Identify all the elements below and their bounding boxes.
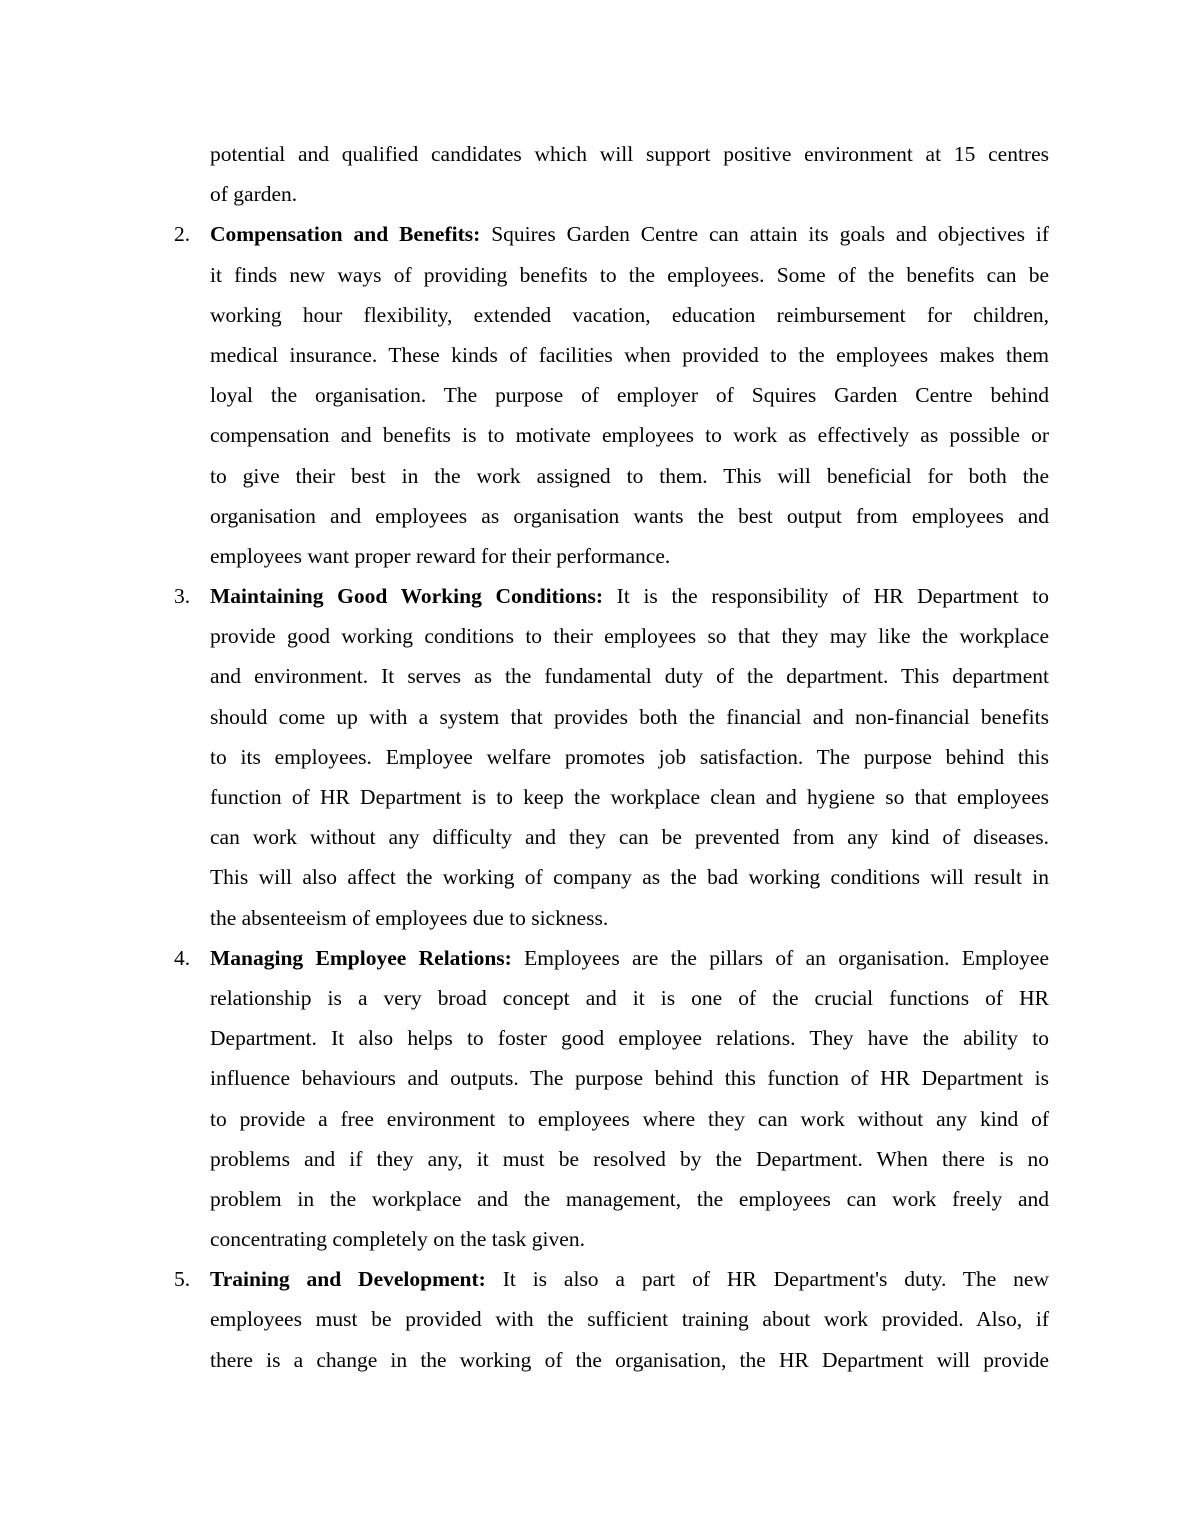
item-text: It is the responsibility of HR Department to — [616, 584, 1050, 609]
item-text: Squires Garden Centre can attain its goals and objectives if — [491, 222, 1050, 247]
text-line: to give their best in the work assigned to them. This will beneficial for both the — [210, 463, 1049, 488]
text-line: concentrating completely on the task given. — [210, 1227, 585, 1252]
text-line: can work without any difficulty and they can be prevented from any kind of diseases. — [210, 825, 1049, 850]
text-line: influence behaviours and outputs. The purpose behind this function of HR Department is — [210, 1066, 1049, 1091]
text-line: potential and qualified candidates which will support positive environment at 15 centres — [210, 142, 1049, 166]
item-heading: Training and Development: — [210, 1267, 486, 1292]
text-line: compensation and benefits is to motivate employees to work as effectively as possible or — [210, 423, 1049, 448]
text-line: problems and if they any, it must be resolved by the Department. When there is no — [210, 1146, 1049, 1171]
list-item — [174, 1259, 1050, 1380]
continuation-paragraph — [210, 134, 1049, 214]
item-heading: Maintaining Good Working Conditions: — [210, 584, 604, 609]
text-line — [210, 214, 1049, 254]
list-number: 3. — [174, 584, 191, 609]
item-heading: Compensation and Benefits: — [210, 222, 481, 247]
text-line: and environment. It serves as the fundamental duty of the department. This department — [210, 664, 1049, 689]
text-line: of garden. — [210, 182, 298, 207]
list-number: 2. — [174, 222, 191, 247]
text-line: provide good working conditions to their employees so that they may like the workplace — [210, 624, 1049, 649]
list-item — [174, 938, 1050, 1260]
text-line: organisation and employees as organisation wants the best output from employees and — [210, 503, 1049, 528]
text-line: the absenteeism of employees due to sickness. — [210, 905, 609, 930]
text-line: there is a change in the working of the organisation, the HR Department will provide — [210, 1347, 1049, 1372]
text-line — [210, 938, 1049, 978]
text-line: to its employees. Employee welfare promotes job satisfaction. The purpose behind this — [210, 744, 1049, 769]
text-line: should come up with a system that provides both the financial and non-financial benefits — [210, 704, 1049, 729]
list-item — [174, 214, 1050, 576]
text-line: medical insurance. These kinds of facilities when provided to the employees makes them — [210, 342, 1049, 367]
text-line: Department. It also helps to foster good employee relations. They have the ability to — [210, 1026, 1049, 1051]
numbered-list — [174, 214, 1050, 1379]
item-text: It is also a part of HR Department's duty. The new — [502, 1267, 1050, 1292]
text-line: This will also affect the working of company as the bad working conditions will result in — [210, 865, 1049, 890]
text-line: to provide a free environment to employees where they can work without any kind of — [210, 1106, 1049, 1131]
text-line: relationship is a very broad concept and it is one of the crucial functions of HR — [210, 985, 1049, 1010]
item-heading: Managing Employee Relations: — [210, 945, 512, 970]
text-line — [210, 576, 1049, 616]
list-number: 5. — [174, 1267, 191, 1292]
text-line: it finds new ways of providing benefits to the employees. Some of the benefits can be — [210, 262, 1049, 287]
text-line: loyal the organisation. The purpose of employer of Squires Garden Centre behind — [210, 383, 1049, 408]
text-line — [210, 1259, 1049, 1299]
text-line: employees must be provided with the sufficient training about work provided. Also, if — [210, 1307, 1049, 1332]
text-line: function of HR Department is to keep the workplace clean and hygiene so that employees — [210, 785, 1049, 809]
text-line: employees want proper reward for their performance. — [210, 543, 671, 568]
list-number: 4. — [174, 945, 191, 970]
text-line: problem in the workplace and the management, the employees can work freely and — [210, 1186, 1049, 1211]
text-line: working hour flexibility, extended vacation, education reimbursement for children, — [210, 302, 1049, 327]
item-text: Employees are the pillars of an organisation. Employee — [524, 945, 1050, 970]
list-item — [174, 576, 1050, 938]
document-body — [174, 134, 1050, 1380]
